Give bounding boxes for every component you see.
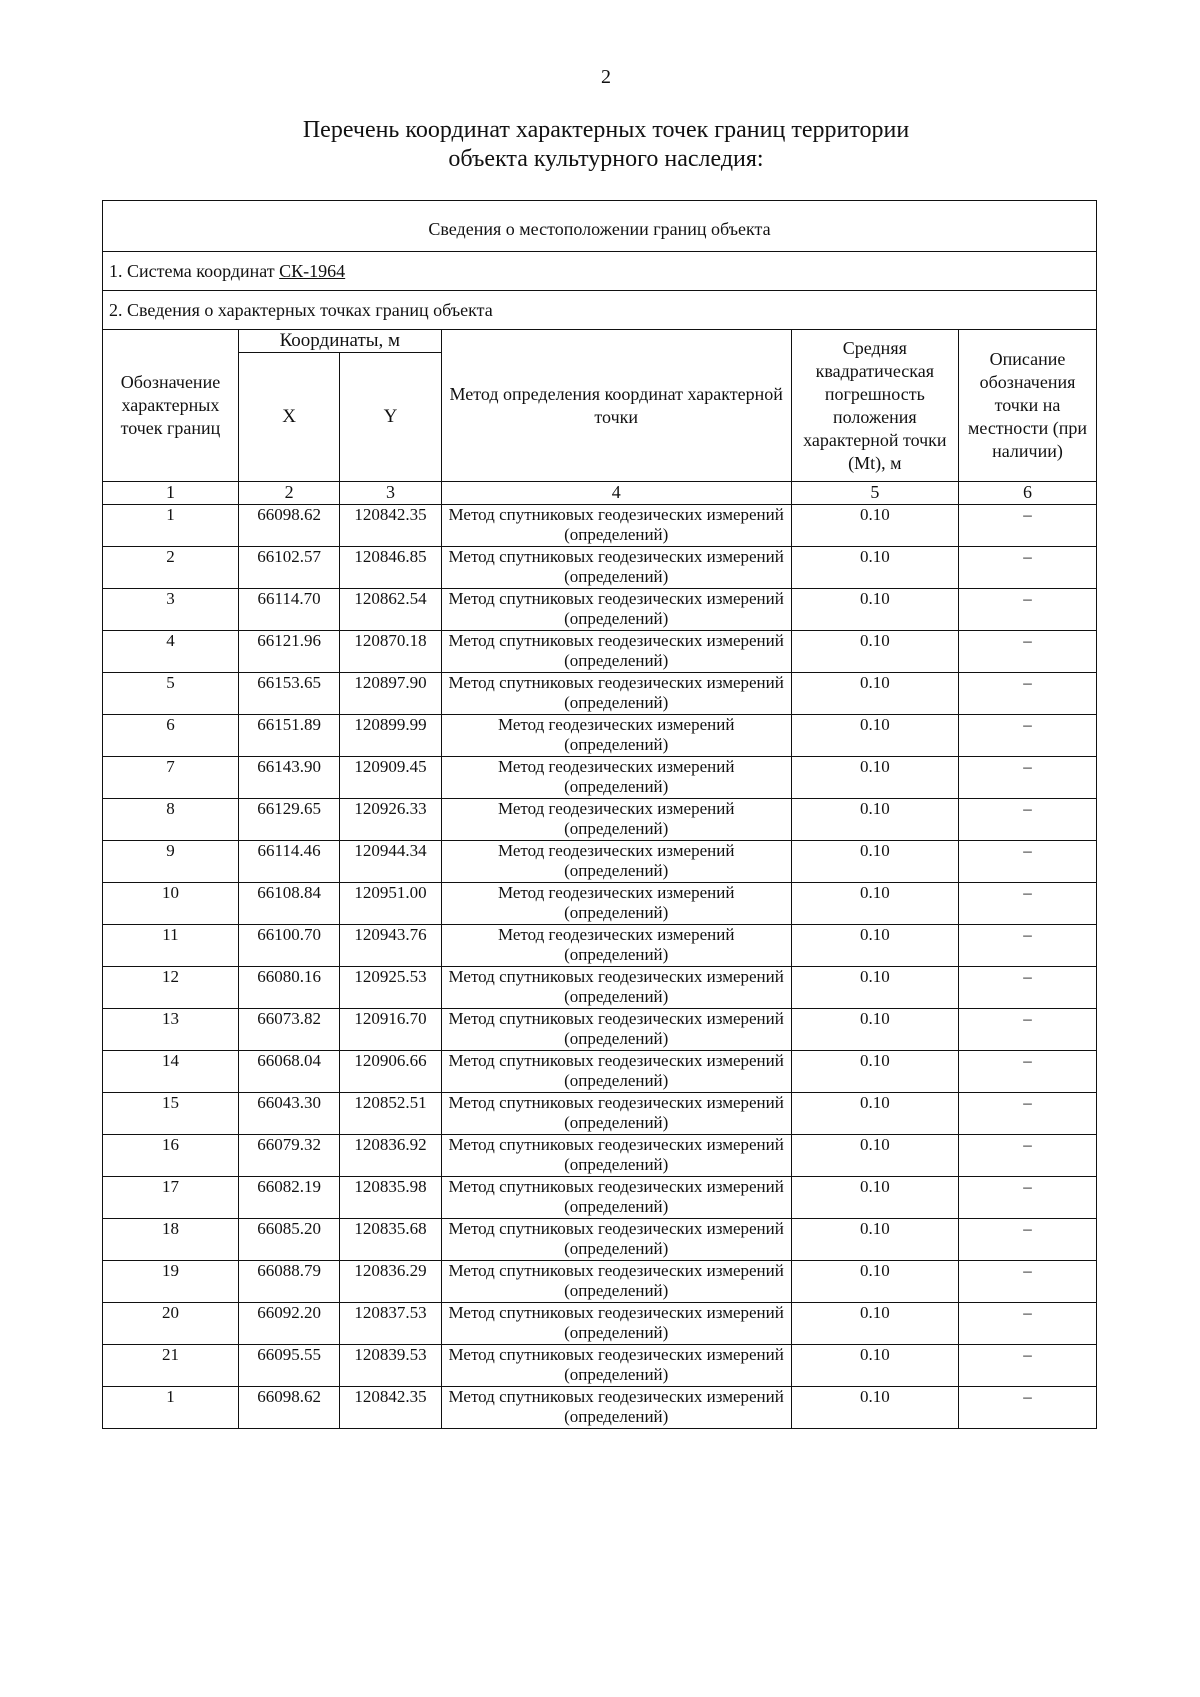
table-row	[103, 883, 1097, 925]
method-cell: Метод спутниковых геодезических измерений (определений)	[441, 547, 791, 589]
table-row	[103, 631, 1097, 673]
point-number-cell: 21	[103, 1345, 239, 1387]
method-cell: Метод спутниковых геодезических измерений (определений)	[441, 631, 791, 673]
coord-x-cell: 66088.79	[238, 1261, 339, 1303]
coord-x-cell: 66143.90	[238, 757, 339, 799]
point-number-cell: 10	[103, 883, 239, 925]
coord-system-name: СК-1964	[279, 260, 346, 281]
table-row	[103, 1093, 1097, 1135]
coord-x-cell: 66153.65	[238, 673, 339, 715]
description-cell: –	[959, 1177, 1097, 1219]
description-cell: –	[959, 1261, 1097, 1303]
point-number-cell: 18	[103, 1219, 239, 1261]
error-value-cell: 0.10	[791, 883, 958, 925]
col-y-header: Y	[340, 353, 441, 482]
coord-y-cell: 120943.76	[340, 925, 441, 967]
description-cell: –	[959, 1219, 1097, 1261]
table-row	[103, 1387, 1097, 1429]
error-value-cell: 0.10	[791, 1387, 958, 1429]
coord-y-cell: 120846.85	[340, 547, 441, 589]
title-line-1: Перечень координат характерных точек границ территории	[302, 117, 910, 143]
error-value-cell: 0.10	[791, 1009, 958, 1051]
coord-y-cell: 120835.98	[340, 1177, 441, 1219]
coord-y-cell: 120951.00	[340, 883, 441, 925]
table-row	[103, 505, 1097, 547]
method-cell: Метод спутниковых геодезических измерений (определений)	[441, 1135, 791, 1177]
coord-x-cell: 66108.84	[238, 883, 339, 925]
method-cell: Метод спутниковых геодезических измерений (определений)	[441, 505, 791, 547]
table-row	[103, 1009, 1097, 1051]
error-value-cell: 0.10	[791, 925, 958, 967]
point-number-cell: 6	[103, 715, 239, 757]
method-cell: Метод спутниковых геодезических измерений (определений)	[441, 1303, 791, 1345]
method-cell: Метод спутниковых геодезических измерений (определений)	[441, 673, 791, 715]
method-cell: Метод геодезических измерений (определений)	[441, 799, 791, 841]
table-row	[103, 547, 1097, 589]
error-value-cell: 0.10	[791, 547, 958, 589]
coord-y-cell: 120852.51	[340, 1093, 441, 1135]
point-number-cell: 8	[103, 799, 239, 841]
table-row	[103, 925, 1097, 967]
coord-y-cell: 120899.99	[340, 715, 441, 757]
description-cell: –	[959, 883, 1097, 925]
description-cell: –	[959, 1387, 1097, 1429]
description-cell: –	[959, 631, 1097, 673]
description-cell: –	[959, 547, 1097, 589]
method-cell: Метод геодезических измерений (определений)	[441, 715, 791, 757]
error-value-cell: 0.10	[791, 967, 958, 1009]
point-number-cell: 12	[103, 967, 239, 1009]
table-row	[103, 673, 1097, 715]
coord-x-cell: 66079.32	[238, 1135, 339, 1177]
error-value-cell: 0.10	[791, 1345, 958, 1387]
coord-x-cell: 66129.65	[238, 799, 339, 841]
coord-x-cell: 66095.55	[238, 1345, 339, 1387]
point-number-cell: 1	[103, 505, 239, 547]
coord-x-cell: 66098.62	[238, 505, 339, 547]
description-cell: –	[959, 1093, 1097, 1135]
point-number-cell: 16	[103, 1135, 239, 1177]
description-cell: –	[959, 673, 1097, 715]
table-row	[103, 1051, 1097, 1093]
coord-y-cell: 120837.53	[340, 1303, 441, 1345]
description-cell: –	[959, 799, 1097, 841]
error-value-cell: 0.10	[791, 631, 958, 673]
method-cell: Метод геодезических измерений (определений)	[441, 757, 791, 799]
table-row	[103, 841, 1097, 883]
error-value-cell: 0.10	[791, 1051, 958, 1093]
coord-x-cell: 66102.57	[238, 547, 339, 589]
coord-y-cell: 120926.33	[340, 799, 441, 841]
error-value-cell: 0.10	[791, 505, 958, 547]
col-description-header: Описание обозначения точки на местности (при наличии)	[959, 330, 1097, 482]
table-row	[103, 967, 1097, 1009]
point-number-cell: 2	[103, 547, 239, 589]
coord-y-cell: 120870.18	[340, 631, 441, 673]
page-number: 2	[601, 66, 611, 88]
points-info-line: 2. Сведения о характерных точках границ объекта	[103, 291, 1097, 330]
point-number-cell: 4	[103, 631, 239, 673]
error-value-cell: 0.10	[791, 841, 958, 883]
coord-x-cell: 66092.20	[238, 1303, 339, 1345]
point-number-cell: 13	[103, 1009, 239, 1051]
table-row	[103, 1261, 1097, 1303]
column-number: 6	[959, 482, 1097, 505]
error-value-cell: 0.10	[791, 757, 958, 799]
method-cell: Метод спутниковых геодезических измерений (определений)	[441, 589, 791, 631]
error-value-cell: 0.10	[791, 1093, 958, 1135]
coord-y-cell: 120916.70	[340, 1009, 441, 1051]
coord-y-cell: 120836.92	[340, 1135, 441, 1177]
table-row	[103, 1219, 1097, 1261]
coord-y-cell: 120835.68	[340, 1219, 441, 1261]
coord-x-cell: 66114.70	[238, 589, 339, 631]
error-value-cell: 0.10	[791, 1303, 958, 1345]
coord-x-cell: 66073.82	[238, 1009, 339, 1051]
coord-x-cell: 66121.96	[238, 631, 339, 673]
method-cell: Метод спутниковых геодезических измерений (определений)	[441, 1387, 791, 1429]
coord-system-prefix: 1. Система координат	[109, 260, 280, 281]
point-number-cell: 15	[103, 1093, 239, 1135]
table-row	[103, 1345, 1097, 1387]
coord-y-cell: 120897.90	[340, 673, 441, 715]
point-number-cell: 5	[103, 673, 239, 715]
col-coords-header: Координаты, м	[238, 330, 441, 353]
table-row	[103, 1135, 1097, 1177]
method-cell: Метод геодезических измерений (определений)	[441, 841, 791, 883]
title-line-2: объекта культурного наследия:	[448, 146, 764, 172]
error-value-cell: 0.10	[791, 589, 958, 631]
coord-x-cell: 66082.19	[238, 1177, 339, 1219]
description-cell: –	[959, 1303, 1097, 1345]
coord-x-cell: 66043.30	[238, 1093, 339, 1135]
coordinates-table	[102, 200, 1097, 1429]
description-cell: –	[959, 967, 1097, 1009]
col-method-header: Метод определения координат характерной точки	[441, 330, 791, 482]
col-designation-header: Обозначение характерных точек границ	[103, 330, 239, 482]
description-cell: –	[959, 589, 1097, 631]
coord-y-cell: 120839.53	[340, 1345, 441, 1387]
coord-y-cell: 120909.45	[340, 757, 441, 799]
method-cell: Метод спутниковых геодезических измерений (определений)	[441, 1177, 791, 1219]
table-row	[103, 589, 1097, 631]
table-row	[103, 799, 1097, 841]
table-row	[103, 757, 1097, 799]
method-cell: Метод спутниковых геодезических измерений (определений)	[441, 1009, 791, 1051]
table-body	[103, 505, 1097, 1429]
point-number-cell: 20	[103, 1303, 239, 1345]
description-cell: –	[959, 1009, 1097, 1051]
coord-x-cell: 66068.04	[238, 1051, 339, 1093]
table-row	[103, 715, 1097, 757]
coord-x-cell: 66098.62	[238, 1387, 339, 1429]
coord-x-cell: 66100.70	[238, 925, 339, 967]
method-cell: Метод геодезических измерений (определений)	[441, 925, 791, 967]
error-value-cell: 0.10	[791, 1135, 958, 1177]
error-value-cell: 0.10	[791, 673, 958, 715]
column-number: 2	[238, 482, 339, 505]
coord-y-cell: 120862.54	[340, 589, 441, 631]
description-cell: –	[959, 505, 1097, 547]
column-number: 4	[441, 482, 791, 505]
method-cell: Метод спутниковых геодезических измерений (определений)	[441, 967, 791, 1009]
column-number: 1	[103, 482, 239, 505]
description-cell: –	[959, 1345, 1097, 1387]
error-value-cell: 0.10	[791, 1261, 958, 1303]
table-row	[103, 1177, 1097, 1219]
description-cell: –	[959, 841, 1097, 883]
method-cell: Метод геодезических измерений (определений)	[441, 883, 791, 925]
coord-system-line	[103, 252, 1097, 291]
coord-y-cell: 120842.35	[340, 505, 441, 547]
page-title	[0, 116, 1200, 174]
point-number-cell: 3	[103, 589, 239, 631]
section-header: Сведения о местоположении границ объекта	[103, 201, 1097, 252]
method-cell: Метод спутниковых геодезических измерений (определений)	[441, 1345, 791, 1387]
method-cell: Метод спутниковых геодезических измерений (определений)	[441, 1261, 791, 1303]
column-number: 3	[340, 482, 441, 505]
error-value-cell: 0.10	[791, 1219, 958, 1261]
description-cell: –	[959, 1051, 1097, 1093]
coord-x-cell: 66080.16	[238, 967, 339, 1009]
point-number-cell: 1	[103, 1387, 239, 1429]
error-value-cell: 0.10	[791, 1177, 958, 1219]
column-number-row	[103, 482, 1097, 505]
point-number-cell: 9	[103, 841, 239, 883]
error-value-cell: 0.10	[791, 799, 958, 841]
coord-y-cell: 120836.29	[340, 1261, 441, 1303]
coord-y-cell: 120906.66	[340, 1051, 441, 1093]
method-cell: Метод спутниковых геодезических измерений (определений)	[441, 1093, 791, 1135]
point-number-cell: 7	[103, 757, 239, 799]
coord-x-cell: 66085.20	[238, 1219, 339, 1261]
point-number-cell: 19	[103, 1261, 239, 1303]
description-cell: –	[959, 757, 1097, 799]
description-cell: –	[959, 925, 1097, 967]
method-cell: Метод спутниковых геодезических измерений (определений)	[441, 1219, 791, 1261]
point-number-cell: 11	[103, 925, 239, 967]
table-row	[103, 1303, 1097, 1345]
description-cell: –	[959, 1135, 1097, 1177]
point-number-cell: 17	[103, 1177, 239, 1219]
coord-x-cell: 66151.89	[238, 715, 339, 757]
col-x-header: X	[238, 353, 339, 482]
description-cell: –	[959, 715, 1097, 757]
col-error-header: Средняя квадратическая погрешность положения характерной точки (Mt), м	[791, 330, 958, 482]
method-cell: Метод спутниковых геодезических измерений (определений)	[441, 1051, 791, 1093]
point-number-cell: 14	[103, 1051, 239, 1093]
coord-y-cell: 120842.35	[340, 1387, 441, 1429]
coord-x-cell: 66114.46	[238, 841, 339, 883]
coord-y-cell: 120944.34	[340, 841, 441, 883]
error-value-cell: 0.10	[791, 715, 958, 757]
column-number: 5	[791, 482, 958, 505]
coord-y-cell: 120925.53	[340, 967, 441, 1009]
